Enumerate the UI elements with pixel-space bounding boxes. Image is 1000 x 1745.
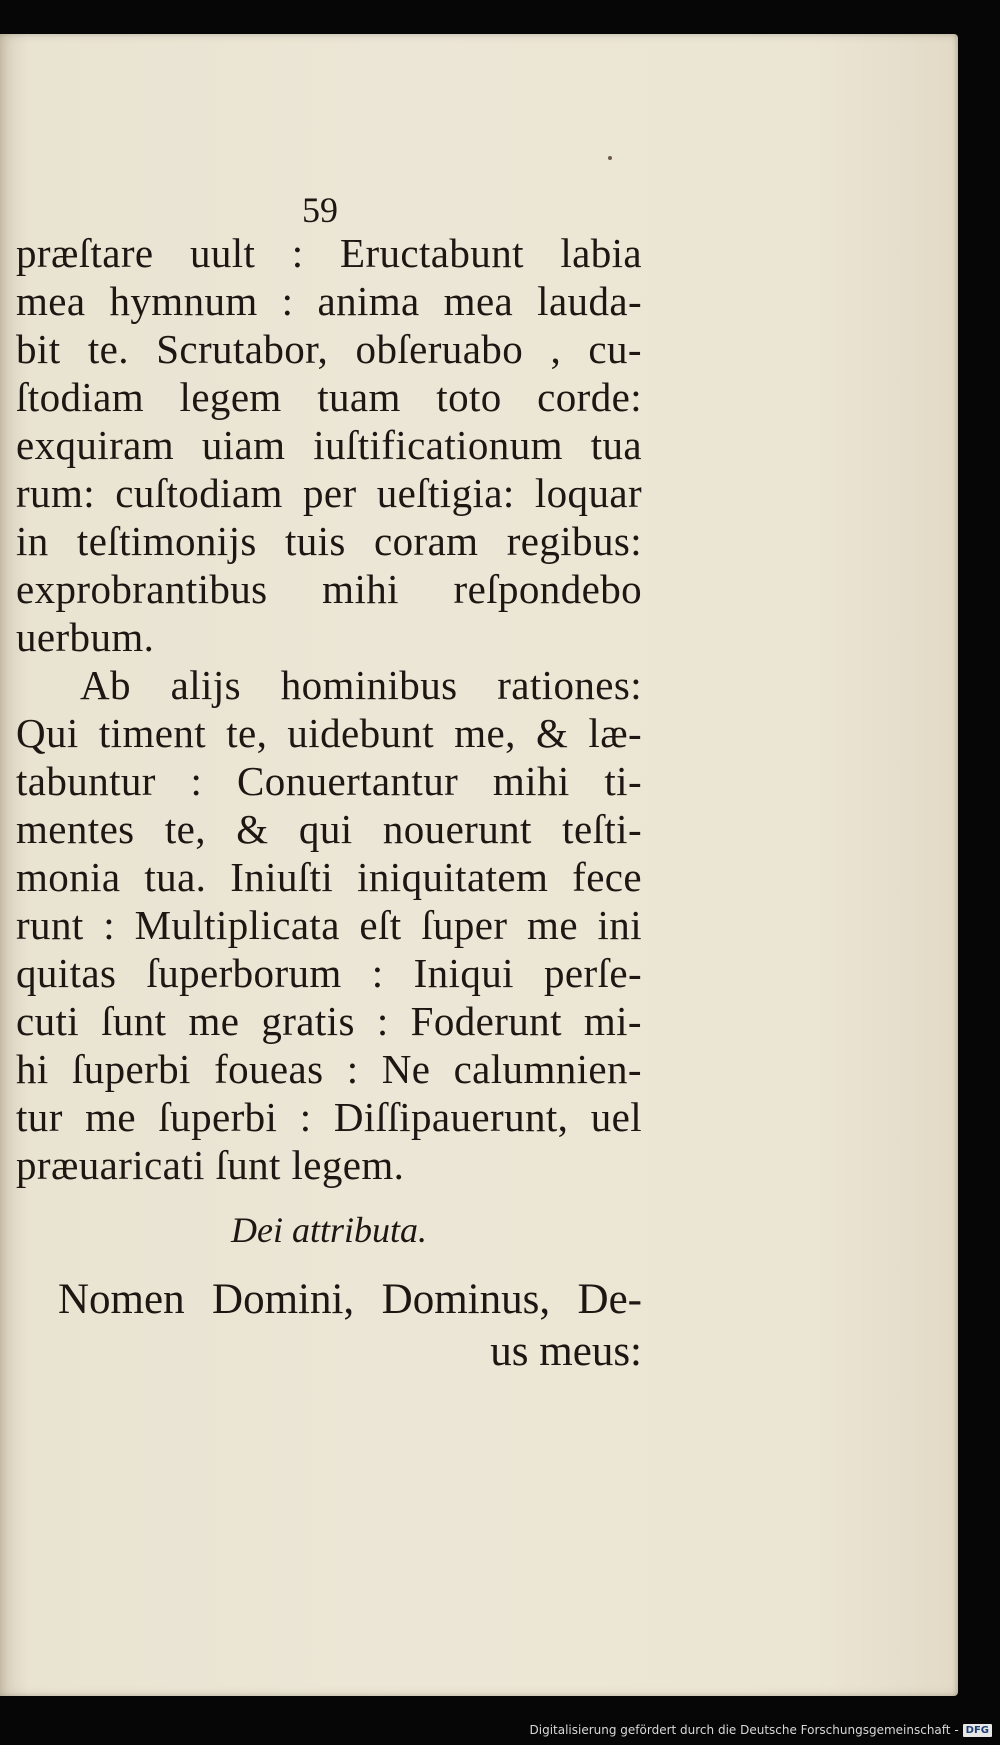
text-line: tur me ſuperbi : Diſſipauerunt, uel [16,1094,642,1140]
text-line: runt : Multiplicata eſt ſuper me ini [16,902,642,948]
text-line: us meus: [490,1328,642,1375]
body-text [16,229,642,1189]
text-line: hi ſuperbi foueas : Ne calumnien- [16,1046,642,1092]
text-line: rum: cuſtodiam per ueſtigia: loquar [16,470,642,516]
text-line: monia tua. Iniuſti iniquitatem fece [16,854,642,900]
text-line: ſtodiam legem tuam toto corde: [16,374,642,420]
text-line: præuaricati ſunt legem. [16,1142,405,1188]
book-page [0,34,958,1696]
dfg-logo-icon: DFG [963,1724,992,1737]
text-line: mea hymnum : anima mea lauda- [16,278,642,324]
paper-speck [608,156,612,160]
section-heading: Dei attributa. [231,1210,427,1250]
text-line: præſtare uult : Eructabunt labia [16,230,642,276]
text-line: Nomen Domini, Dominus, De- [58,1276,642,1323]
text-line: uerbum. [16,614,155,660]
text-line: in teſtimonijs tuis coram regibus: [16,518,642,564]
text-line: Qui timent te, uidebunt me, & læ- [16,710,642,756]
text-line: quitas ſuperborum : Iniqui perſe- [16,950,642,996]
paragraph-first-line: Ab alijs hominibus rationes: [80,662,642,708]
text-line: cuti ſunt me gratis : Foderunt mi- [16,998,642,1044]
text-line: mentes te, & qui nouerunt teſti- [16,806,642,852]
digitization-credit [530,1719,993,1741]
page-number: 59 [302,190,338,230]
credit-text: Digitalisierung gefördert durch die Deutsche Forschungsgemeinschaft - [529,1723,959,1737]
text-line: bit te. Scrutabor, obſeruabo , cu- [16,326,642,372]
attribute-entry [58,1274,642,1378]
text-line: exprobrantibus mihi reſpondebo [16,566,642,612]
text-line: exquiram uiam iuſtificationum tua [16,422,642,468]
text-line: tabuntur : Conuertantur mihi ti- [16,758,642,804]
